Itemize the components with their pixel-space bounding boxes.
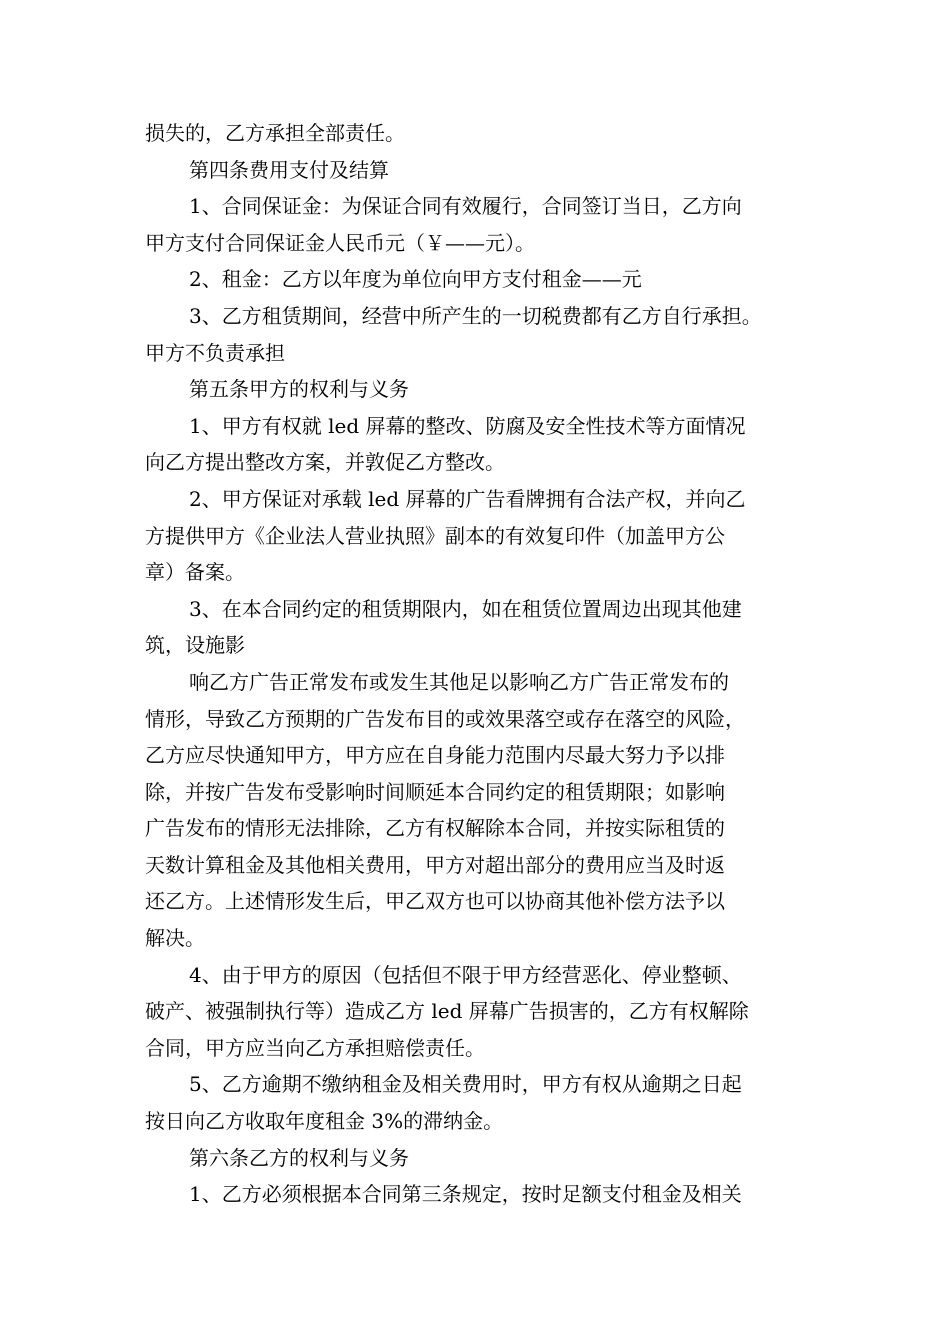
text-line: 甲方支付合同保证金人民币元（￥——元）。 [145, 230, 535, 255]
section-heading: 第五条甲方的权利与义务 [189, 377, 409, 402]
text-line: 1、乙方必须根据本合同第三条规定，按时足额支付租金及相关 [189, 1182, 742, 1207]
text-line: 还乙方。上述情形发生后，甲乙双方也可以协商其他补偿方法予以 [145, 889, 725, 914]
text-line: 按日向乙方收取年度租金 3%的滞纳金。 [145, 1109, 504, 1134]
text-line: 甲方不负责承担 [145, 340, 285, 365]
text-line: 3、乙方租赁期间，经营中所产生的一切税费都有乙方自行承担。 [189, 303, 762, 328]
document-body [145, 115, 810, 1213]
section-heading: 第六条乙方的权利与义务 [189, 1145, 409, 1170]
text-line: 损失的，乙方承担全部责任。 [145, 121, 405, 145]
text-line: 广告发布的情形无法排除，乙方有权解除本合同，并按实际租赁的 [145, 816, 725, 841]
text-line: 响乙方广告正常发布或发生其他足以影响乙方广告正常发布的 [189, 669, 729, 694]
text-line: 4、由于甲方的原因（包括但不限于甲方经营恶化、停业整顿、 [189, 962, 742, 987]
text-line: 方提供甲方《企业法人营业执照》副本的有效复印件（加盖甲方公 [145, 523, 725, 548]
text-line: 向乙方提出整改方案，并敦促乙方整改。 [145, 450, 505, 475]
text-line: 除，并按广告发布受影响时间顺延本合同约定的租赁期限；如影响 [145, 779, 725, 804]
text-line: 解决。 [145, 926, 205, 951]
text-line: 1、合同保证金：为保证合同有效履行，合同签订当日，乙方向 [189, 194, 742, 219]
text-line: 筑，设施影 [145, 633, 245, 658]
text-line: 乙方应尽快通知甲方，甲方应在自身能力范围内尽最大努力予以排 [145, 743, 725, 768]
text-line: 2、甲方保证对承载 led 屏幕的广告看牌拥有合法产权，并向乙 [189, 486, 746, 511]
text-line: 合同，甲方应当向乙方承担赔偿责任。 [145, 1035, 485, 1060]
text-line: 天数计算租金及其他相关费用，甲方对超出部分的费用应当及时返 [145, 852, 725, 877]
text-line: 3、在本合同约定的租赁期限内，如在租赁位置周边出现其他建 [189, 596, 742, 621]
text-line: 破产、被强制执行等）造成乙方 led 屏幕广告损害的，乙方有权解除 [145, 999, 749, 1024]
text-line: 情形，导致乙方预期的广告发布目的或效果落空或存在落空的风险， [145, 706, 745, 731]
text-line: 章）备案。 [145, 560, 245, 585]
section-heading: 第四条费用支付及结算 [189, 157, 389, 182]
text-line: 2、租金：乙方以年度为单位向甲方支付租金——元 [189, 267, 642, 292]
text-line: 5、乙方逾期不缴纳租金及相关费用时，甲方有权从逾期之日起 [189, 1072, 742, 1097]
text-line: 1、甲方有权就 led 屏幕的整改、防腐及安全性技术等方面情况 [189, 413, 746, 438]
